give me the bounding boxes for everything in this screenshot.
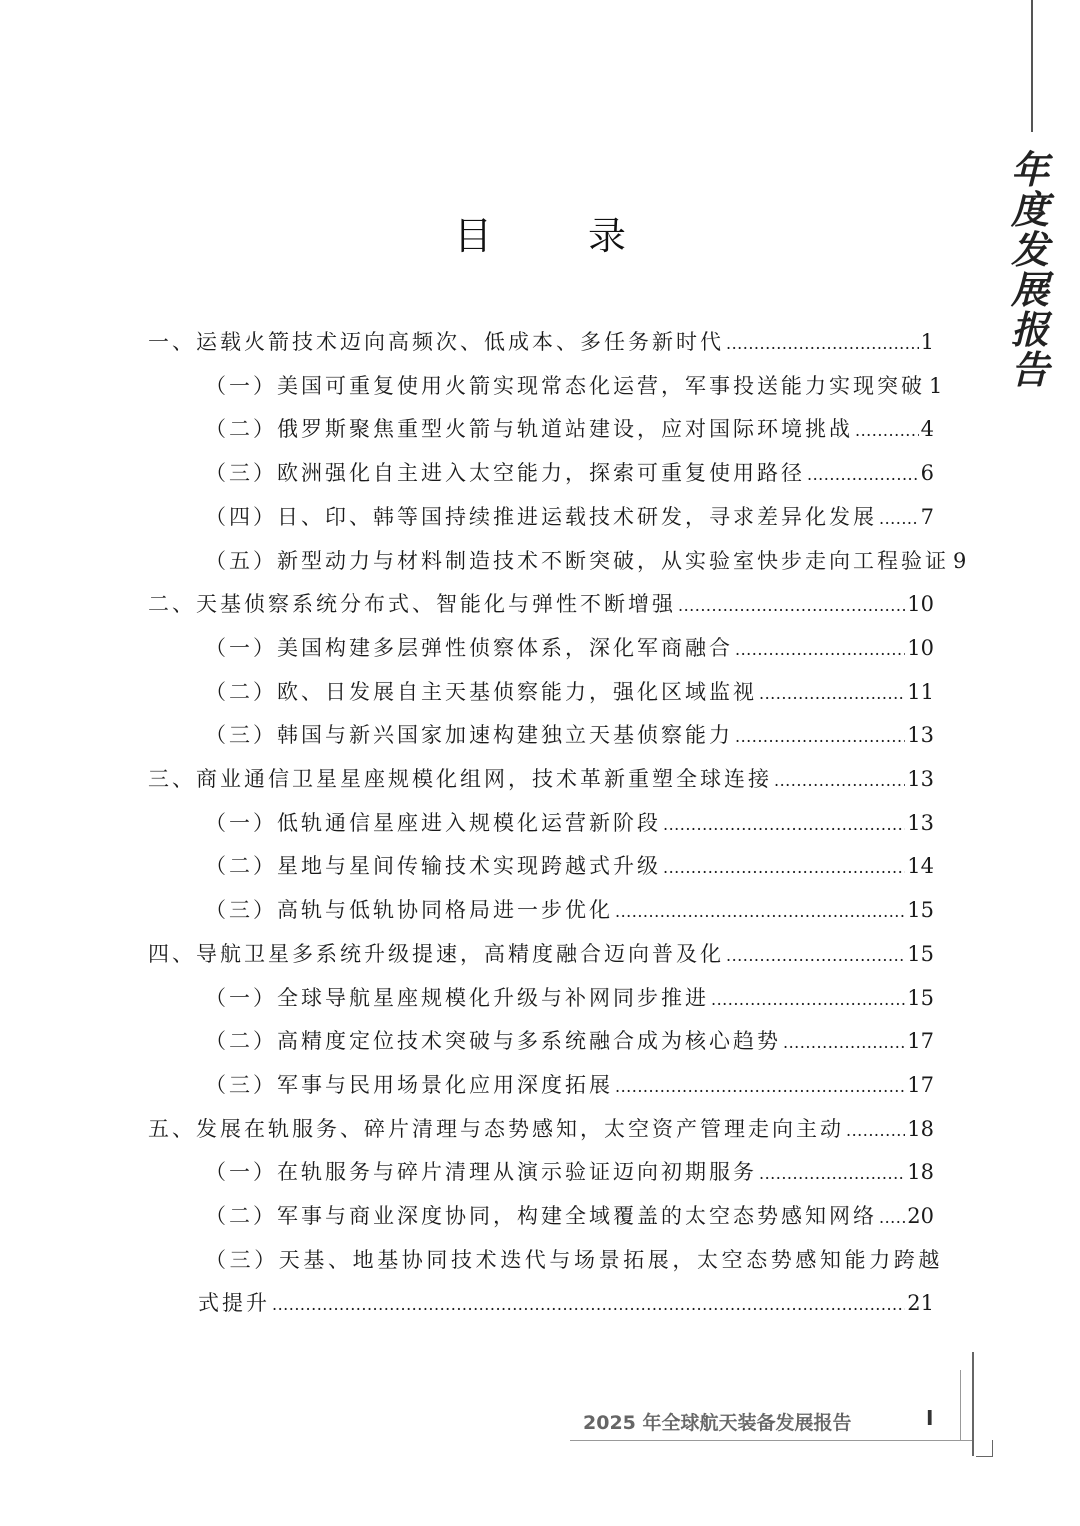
toc-entry-page: 10 bbox=[907, 635, 934, 660]
toc-subsection-entry[interactable] bbox=[205, 1156, 934, 1186]
toc-dot-leader bbox=[759, 1164, 905, 1183]
toc-dot-leader bbox=[807, 465, 919, 484]
toc-entry-page: 17 bbox=[907, 1072, 934, 1097]
toc-entry-title: （二）星地与星间传输技术实现跨越式升级 bbox=[205, 854, 661, 879]
toc-entry-page: 13 bbox=[907, 767, 934, 791]
toc-subsection-entry[interactable] bbox=[205, 719, 934, 749]
page-title: 目 录 bbox=[453, 214, 669, 258]
toc-dot-leader bbox=[663, 815, 905, 834]
toc-entry-title: （一）低轨通信星座进入规模化运营新阶段 bbox=[205, 810, 661, 835]
toc-dot-leader bbox=[879, 1208, 905, 1227]
toc-subsection-entry[interactable] bbox=[205, 982, 934, 1012]
footer-horizontal-rule bbox=[570, 1440, 972, 1441]
toc-entry-page: 10 bbox=[907, 592, 934, 617]
toc-section-entry[interactable] bbox=[148, 763, 934, 793]
toc-section-entry[interactable] bbox=[148, 588, 934, 618]
toc-dot-leader bbox=[735, 727, 905, 746]
toc-entry-page: 4 bbox=[920, 417, 934, 442]
toc-entry-page: 6 bbox=[920, 461, 934, 486]
toc-entry-page: 11 bbox=[907, 679, 934, 704]
toc-entry-page: 20 bbox=[907, 1204, 934, 1228]
toc-dot-leader bbox=[615, 1077, 905, 1096]
toc-entry-title: （一）美国构建多层弹性侦察体系，深化军商融合 bbox=[205, 635, 733, 660]
footer-corner-mark bbox=[976, 1440, 993, 1457]
toc-dot-leader bbox=[774, 771, 905, 790]
footer-title: 2025 年全球航天装备发展报告 bbox=[583, 1412, 852, 1434]
toc-subsection-entry[interactable] bbox=[205, 545, 967, 575]
toc-entry-title: （三）韩国与新兴国家加速构建独立天基侦察能力 bbox=[205, 723, 733, 748]
toc-entry-page: 7 bbox=[920, 504, 934, 529]
side-title-char: 报 bbox=[1010, 307, 1049, 352]
toc-dot-leader bbox=[879, 509, 919, 528]
footer-vertical-rule bbox=[972, 1352, 974, 1456]
toc-entry-title: （三）欧洲强化自主进入太空能力，探索可重复使用路径 bbox=[205, 461, 805, 486]
toc-subsection-entry[interactable] bbox=[205, 632, 934, 662]
toc-entry-page: 21 bbox=[907, 1291, 934, 1316]
toc-dot-leader bbox=[846, 1121, 905, 1140]
side-title-char: 度 bbox=[1010, 187, 1049, 232]
toc-subsection-entry[interactable] bbox=[205, 850, 934, 880]
toc-entry-page: 15 bbox=[907, 898, 934, 923]
toc-entry-title: （三）天基、地基协同技术迭代与场景拓展，太空态势感知能力跨越 bbox=[205, 1247, 943, 1272]
toc-subsection-entry[interactable] bbox=[205, 413, 934, 443]
side-title-char: 发 bbox=[1010, 227, 1049, 272]
side-title-char: 年 bbox=[1010, 147, 1049, 192]
toc-entry-title: （三）高轨与低轨协同格局进一步优化 bbox=[205, 898, 613, 923]
toc-entry-page: 18 bbox=[907, 1116, 934, 1141]
toc-section-entry[interactable] bbox=[148, 1113, 934, 1143]
toc-dot-leader bbox=[735, 640, 905, 659]
toc-entry-title: （三）军事与民用场景化应用深度拓展 bbox=[205, 1072, 613, 1097]
footer-vertical-rule-thin bbox=[960, 1370, 961, 1440]
toc-dot-leader bbox=[272, 1295, 905, 1314]
toc-entry-title: 二、天基侦察系统分布式、智能化与弹性不断增强 bbox=[148, 592, 676, 617]
toc-entry-title: 三、商业通信卫星星座规模化组网，技术革新重塑全球连接 bbox=[148, 767, 772, 791]
toc-dot-leader bbox=[663, 858, 905, 877]
toc-entry-page: 9 bbox=[953, 548, 967, 573]
toc-subsection-entry[interactable] bbox=[205, 457, 934, 487]
toc-entry-title: （二）高精度定位技术突破与多系统融合成为核心趋势 bbox=[205, 1029, 781, 1054]
toc-dot-leader bbox=[726, 334, 919, 353]
toc-entry-page: 17 bbox=[907, 1029, 934, 1054]
side-title-char: 展 bbox=[1010, 267, 1049, 312]
top-vertical-rule bbox=[1031, 0, 1033, 132]
toc-subsection-entry[interactable] bbox=[205, 1200, 934, 1230]
toc-entry-title: 五、发展在轨服务、碎片清理与态势感知，太空资产管理走向主动 bbox=[148, 1116, 844, 1141]
toc-subsection-entry[interactable] bbox=[205, 1025, 934, 1055]
toc-subsection-entry[interactable] bbox=[205, 894, 934, 924]
toc-dot-leader bbox=[855, 421, 919, 440]
toc-dot-leader bbox=[759, 684, 905, 703]
toc-subsection-entry[interactable] bbox=[205, 1244, 943, 1274]
toc-entry-page: 1 bbox=[929, 373, 943, 398]
toc-entry-title: （五）新型动力与材料制造技术不断突破，从实验室快步走向工程验证 bbox=[205, 548, 949, 573]
toc-entry-title: （一）美国可重复使用火箭实现常态化运营，军事投送能力实现突破 bbox=[205, 373, 925, 398]
toc-section-entry[interactable] bbox=[148, 938, 934, 968]
toc-entry-page: 13 bbox=[907, 723, 934, 748]
toc-entry-page: 15 bbox=[907, 941, 934, 966]
toc-entry-title: 四、导航卫星多系统升级提速，高精度融合迈向普及化 bbox=[148, 941, 724, 966]
toc-entry-page: 14 bbox=[907, 854, 934, 879]
toc-entry-page: 1 bbox=[920, 330, 934, 354]
toc-subsection-entry[interactable] bbox=[205, 370, 943, 400]
side-title-char: 告 bbox=[1010, 347, 1049, 392]
toc-dot-leader bbox=[711, 990, 905, 1009]
toc-entry-page: 15 bbox=[907, 985, 934, 1010]
toc-subsection-entry[interactable] bbox=[205, 676, 934, 706]
toc-subsection-entry[interactable] bbox=[205, 1069, 934, 1099]
toc-entry-title: （一）全球导航星座规模化升级与补网同步推进 bbox=[205, 985, 709, 1010]
side-title bbox=[1000, 147, 1060, 392]
toc-subsection-entry[interactable] bbox=[205, 807, 934, 837]
toc-entry-title: 一、运载火箭技术迈向高频次、低成本、多任务新时代 bbox=[148, 330, 724, 354]
toc-dot-leader bbox=[726, 946, 905, 965]
toc-entry-title: （二）俄罗斯聚焦重型火箭与轨道站建设，应对国际环境挑战 bbox=[205, 417, 853, 442]
toc-dot-leader bbox=[783, 1033, 905, 1052]
toc-entry-title: 式提升 bbox=[198, 1291, 270, 1316]
toc-entry-title: （二）军事与商业深度协同，构建全域覆盖的太空态势感知网络 bbox=[205, 1204, 877, 1228]
toc-entry-page: 18 bbox=[907, 1160, 934, 1185]
footer-page-number: I bbox=[926, 1406, 934, 1430]
toc-entry-title: （一）在轨服务与碎片清理从演示验证迈向初期服务 bbox=[205, 1160, 757, 1185]
toc-entry-title: （四）日、印、韩等国持续推进运载技术研发，寻求差异化发展 bbox=[205, 504, 877, 529]
toc-subsection-entry[interactable] bbox=[198, 1287, 934, 1317]
toc-dot-leader bbox=[678, 596, 905, 615]
toc-entry-page: 13 bbox=[907, 810, 934, 835]
toc-section-entry[interactable] bbox=[148, 326, 934, 356]
toc-entry-title: （二）欧、日发展自主天基侦察能力，强化区域监视 bbox=[205, 679, 757, 704]
toc-subsection-entry[interactable] bbox=[205, 501, 934, 531]
toc-dot-leader bbox=[615, 902, 905, 921]
